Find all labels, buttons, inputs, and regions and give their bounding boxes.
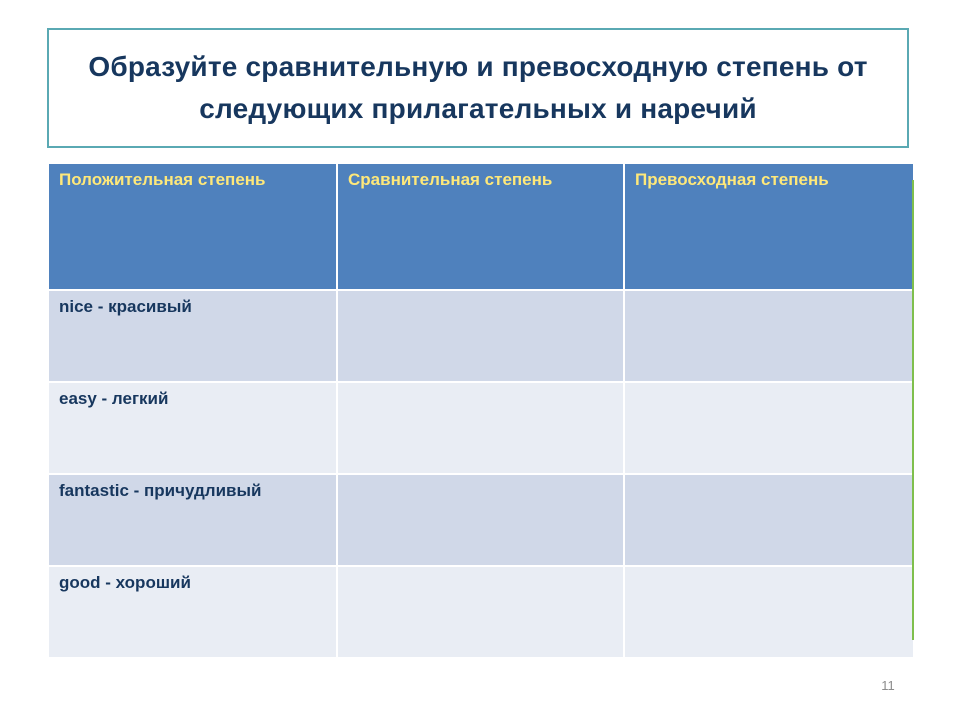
superlative-cell (624, 566, 914, 658)
header-superlative-degree: Превосходная степень (624, 163, 914, 290)
table-row (48, 566, 914, 658)
comparative-cell (337, 382, 624, 474)
table-row (48, 382, 914, 474)
page-number: 11 (881, 678, 895, 693)
table-header-row (48, 163, 914, 290)
slide-title-box (47, 28, 909, 148)
positive-cell: fantastic - причудливый (48, 474, 337, 566)
comparative-cell (337, 566, 624, 658)
exercise-table (47, 162, 915, 659)
table-row (48, 290, 914, 382)
superlative-cell (624, 474, 914, 566)
table-edge-divider (912, 180, 914, 640)
table-row (48, 474, 914, 566)
header-comparative-degree: Сравнительная степень (337, 163, 624, 290)
positive-cell: easy - легкий (48, 382, 337, 474)
superlative-cell (624, 382, 914, 474)
superlative-cell (624, 290, 914, 382)
slide-title: Образуйте сравнительную и превосходную степень от следующих прилагательных и наречий (88, 51, 868, 124)
header-positive-degree: Положительная степень (48, 163, 337, 290)
comparative-cell (337, 474, 624, 566)
positive-cell: good - хороший (48, 566, 337, 658)
exercise-table-container (47, 162, 913, 646)
positive-cell: nice - красивый (48, 290, 337, 382)
comparative-cell (337, 290, 624, 382)
